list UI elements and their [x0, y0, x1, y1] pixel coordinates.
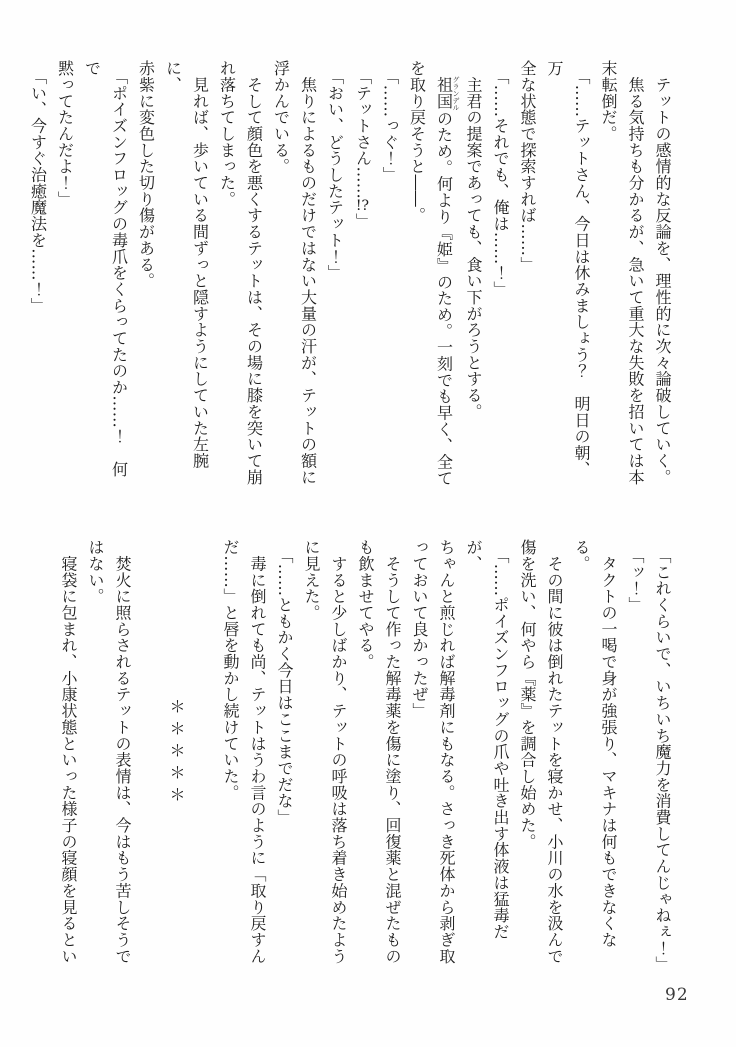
text-line: 寝袋に包まれ、小康状態といった様子の寝顔を見るとい: [59, 539, 78, 965]
text-line: も飲ませてやる。: [356, 539, 375, 670]
text-block-bottom: [55, 539, 676, 973]
text-line: そして顔色を悪くするテットは、その場に膝を突いて崩: [244, 60, 264, 486]
text-line: 見れば、歩いている間ずっと隠すようにしていた左腕に、: [163, 60, 210, 469]
text-line: 黙ってたんだよ！」: [55, 60, 75, 208]
text-line: 「……ポイズンフロッグの爪や吐き出す体液は猛毒だが、: [464, 539, 510, 940]
text-line: 「これくらいで、いちいち魔力を消費してんじゃねぇ！」: [653, 539, 672, 973]
text-line: 「ッ！」: [626, 539, 645, 613]
text-line: れ落ちてしまった。: [217, 60, 237, 208]
text-line: 焚火に照らされるテットの表情は、今はもう苦しそうで: [113, 539, 132, 965]
page-number: 92: [665, 985, 689, 1005]
text-line: 焦りによるものだけではない大量の汗が、テットの額に: [298, 60, 318, 486]
text-line: 毒に倒れても尚、テットはうわ言のように「取り戻すん: [248, 539, 267, 965]
text-line: はない。: [86, 539, 105, 605]
text-line: 祖国グランデルのため。何より『姫』のため。一刻でも早く、全て: [434, 75, 460, 487]
text-line: すると少しばかり、テットの呼吸は落ち着き始めたよう: [329, 539, 348, 965]
text-line: 「……テットさん、今日は休みましょう？ 明日の朝、万: [545, 60, 591, 478]
text-line: 「テットさん……!?」: [353, 60, 373, 230]
text-line: 傷を洗い、何やら『薬』を調合し始めた。: [518, 539, 537, 850]
text-block-top: [25, 60, 677, 488]
text-line: 「……それでも、俺は……！」: [491, 60, 510, 298]
text-line: 浮かんでいる。: [271, 60, 291, 175]
text-line: 「ポイズンフロッグの毒爪をくらってたのか……！ 何で: [82, 60, 129, 478]
text-line: だ……」と唇を動かし続けていた。: [221, 539, 240, 801]
text-line: 赤紫に変色した切り傷がある。: [136, 60, 156, 289]
text-line: 「……ともかく今日はここまでだな」: [275, 539, 294, 826]
text-line: に見えた。: [302, 539, 321, 621]
text-line: テットの感情的な反論を、理性的に次々論破していく。: [653, 60, 672, 486]
text-line: ＊＊＊＊＊: [167, 698, 186, 808]
text-line: ちゃんと煎じれば解毒剤にもなる。さっき死体から剥ぎ取: [437, 539, 456, 965]
text-line: 全な状態で探索すれば……」: [518, 60, 537, 273]
text-line: そうして作った解毒薬を傷に塗り、回復薬と混ぜたもの: [383, 539, 402, 965]
text-line: っておいて良かったぜ」: [410, 539, 429, 719]
text-line: を取り戻そうと――。: [407, 60, 427, 224]
text-line: 末転倒だ。: [599, 60, 618, 142]
text-line: [190, 539, 217, 967]
tate-chu-yoko: !?: [355, 199, 370, 214]
text-line: 主君の提案であっても、食い下がろうとする。: [464, 60, 483, 420]
text-line: [136, 539, 163, 967]
text-line: その間に彼は倒れたテットを寝かせ、小川の水を汲んで: [545, 539, 564, 965]
text-line: 焦る気持ちも分かるが、急いて重大な失敗を招いては本: [626, 60, 645, 486]
text-line: 「い、今すぐ治癒魔法を……！」: [28, 60, 48, 314]
text-line: タクトの一喝で身が強張り、マキナは何もできなくなる。: [572, 539, 618, 948]
text-line: 「おい、どうしたテット！」: [325, 60, 345, 281]
text-line: 「……っぐ！」: [380, 60, 400, 183]
